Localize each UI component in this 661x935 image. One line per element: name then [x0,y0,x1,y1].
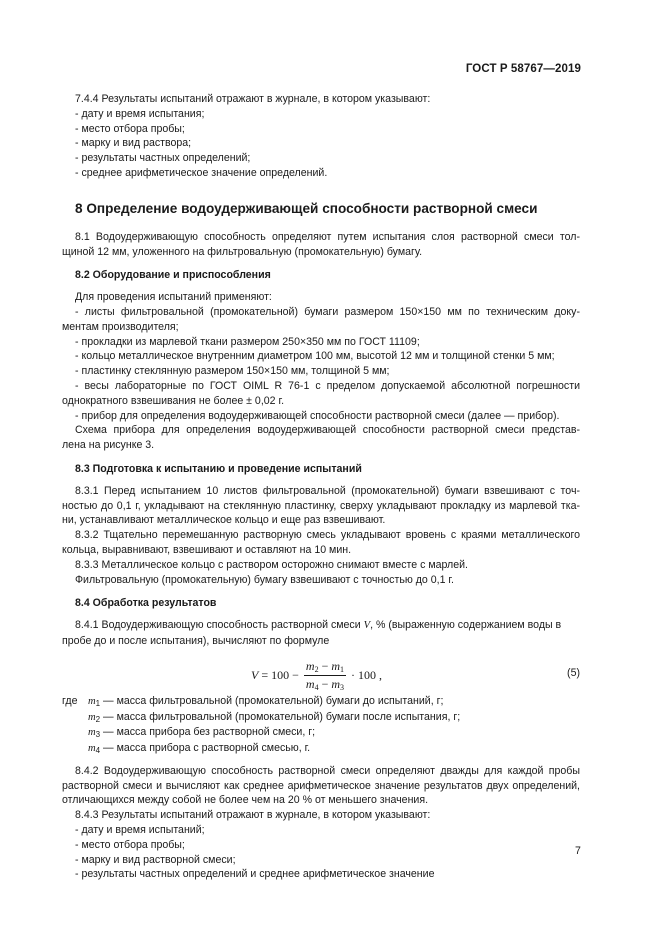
where-sub: 1 [95,698,101,708]
equipment-item: - прибор для определения водоудерживающей способности растворной смеси (далее — прибор). [75,409,560,422]
clause-8-4-3: 8.4.3 Результаты испытаний отражают в журнале, в котором указывают: [75,809,431,822]
clause-8-4-1-rest: , % (выраженную содержанием воды в [370,619,562,632]
clause-8-4-2-cont: растворной смеси и вычисляют как среднее арифметическое значение результатов двух определений, [62,779,580,792]
where-sub: 3 [95,730,101,740]
page-content [62,92,580,882]
where-text [88,741,310,757]
where-text [88,710,460,726]
equipment-item: - кольцо металлическое внутренним диаметром 100 мм, высотой 12 мм и толщиной стенки 5 мм; [75,350,555,363]
formula-fraction [304,659,346,692]
sub-1: 1 [340,664,345,674]
sub-3: 3 [340,682,345,692]
list-item: - место отбора пробы; [75,838,185,851]
equipment-item: - весы лабораторные по ГОСТ OIML R 76-1 с пределом допускаемой абсолютной погрешности [75,379,580,392]
formula-expression [251,659,382,692]
fraction-denominator [304,676,346,692]
formula-equals: = 100 − [258,667,302,682]
clause-8-2-heading: 8.2 Оборудование и приспособления [75,269,271,282]
where-desc: — масса фильтровальной (промокательной) бумаги после испытания, г; [100,710,461,723]
clause-8-3-1-cont: ни, устанавливают металлическое кольцо и еще раз взвешивают. [62,514,386,527]
equipment-item-cont: однократного взвешивания не более ± 0,02 г. [62,394,285,407]
fraction-numerator [304,659,346,676]
where-row [62,694,580,710]
clause-8-3-3-cont: Фильтровальную (промокательную) бумагу взвешивают с точностью до 0,1 г. [75,573,454,586]
section-8-heading: 8 Определение водоудерживающей способности растворной смеси [75,200,538,216]
equipment-item: - листы фильтровальной (промокательной) бумаги размером 150×150 мм по техническим доку- [75,305,580,318]
where-row [62,741,580,757]
where-row [62,725,580,741]
page-number: 7 [575,845,581,857]
clause-8-3-heading: 8.3 Подготовка к испытанию и проведение испытаний [75,462,362,475]
scheme-reference-cont: лена на рисунке 3. [62,439,155,452]
where-row [62,710,580,726]
clause-7-4-4: 7.4.4 Результаты испытаний отражают в журнале, в котором указывают: [75,93,431,105]
var-m2: m [305,658,315,673]
variable-v: V [363,620,371,632]
where-var: m [88,711,96,723]
clause-8-1-line: щиной 12 мм, уложенного на фильтровальную (промокательную) бумагу. [62,245,423,258]
list-item: - место отбора пробы; [75,122,185,135]
where-lead [62,741,88,757]
document-code-header: ГОСТ Р 58767—2019 [465,63,581,75]
clause-8-3-2: 8.3.2 Тщательно перемешанную растворную смесь укладывают вровень с краями металлического [75,529,580,542]
list-item: - дату и время испытания; [75,107,205,120]
scheme-reference: Схема прибора для определения водоудерживающей способности растворной смеси представ- [75,424,580,437]
clause-8-3-2-cont: кольца, выравнивают, взвешивают и оставляют на 10 мин. [62,543,352,556]
where-lead [62,725,88,741]
clause-8-3-3: 8.3.3 Металлическое кольцо с раствором осторожно снимают вместе с марлей. [75,558,468,571]
clause-8-4-1-text: 8.4.1 Водоудерживающую способность растворной смеси [75,619,361,632]
equipment-item: - прокладки из марлевой ткани размером 250×350 мм по ГОСТ 11109; [75,335,420,348]
list-item: - марку и вид растворной смеси; [75,853,236,866]
var-m1: m [331,658,341,673]
minus-op: − [318,658,332,673]
var-m3: m [331,676,341,691]
formula-number: (5) [567,666,580,679]
equipment-item-cont: ментам производителя; [62,320,179,333]
where-sub: 4 [95,746,101,756]
clause-8-2-intro: Для проведения испытаний применяют: [75,291,272,304]
where-desc: — масса прибора без растворной смеси, г; [100,726,316,739]
list-item: - марку и вид раствора; [75,137,192,150]
clause-8-4-2: 8.4.2 Водоудерживающую способность растворной смеси определяют дважды для каждой пробы [75,764,580,777]
where-var: m [88,727,96,739]
where-desc: — масса фильтровальной (промокательной) бумаги до испытаний, г; [100,694,444,707]
where-sub: 2 [95,714,101,724]
where-var: m [88,695,96,707]
clause-8-4-1 [62,618,580,634]
where-text [88,725,315,741]
list-item: - результаты частных определений; [75,152,251,165]
sub-2: 2 [314,664,319,674]
where-text [88,694,443,710]
sub-4: 4 [314,682,319,692]
var-m4: m [305,676,315,691]
list-item: - среднее арифметическое значение определений. [75,166,328,179]
list-item: - результаты частных определений и среднее арифметическое значение [75,868,435,881]
formula-tail: · 100 , [348,667,383,682]
where-lead: где [62,694,78,707]
minus-op: − [318,676,332,691]
equipment-item: - пластинку стеклянную размером 150×150 мм, толщиной 5 мм; [75,365,390,378]
list-item: - дату и время испытаний; [75,824,205,837]
where-desc: — масса прибора с растворной смесью, г. [100,742,311,755]
clause-8-4-heading: 8.4 Обработка результатов [75,597,217,610]
where-lead [62,710,88,726]
clause-8-3-1-cont: ностью до 0,1 г, укладывают на стеклянную пластинку, сверху укладывают прокладку из марлевой тка- [62,499,580,512]
clause-8-4-2-cont: отличающихся между собой не более чем на 20 % от меньшего значения. [62,794,429,807]
where-var: m [88,743,96,755]
clause-8-4-1-cont: пробе до и после испытания), вычисляют по формуле [62,634,330,647]
clause-8-1-line: 8.1 Водоудерживающую способность определяют путем испытания слоя растворной смеси тол- [75,230,580,243]
formula-lhs: V [251,667,259,682]
clause-8-3-1: 8.3.1 Перед испытанием 10 листов фильтровальной (промокательной) бумаги взвешивают с точ- [75,484,580,497]
formula-5 [62,654,580,692]
